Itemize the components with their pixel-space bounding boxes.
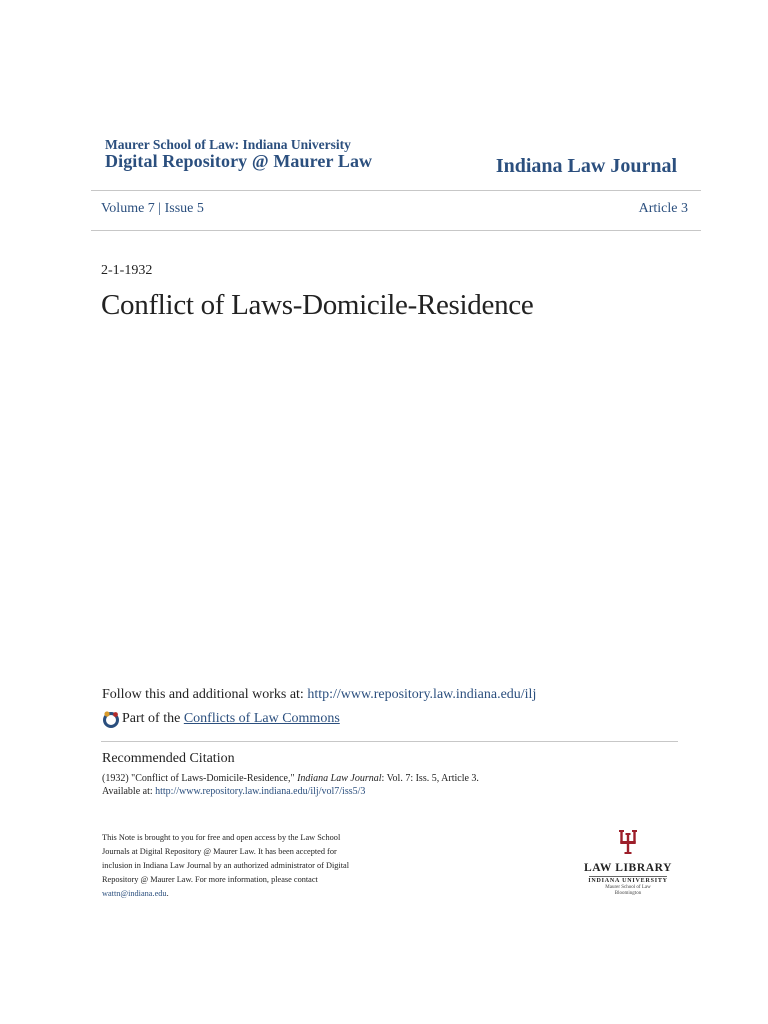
logo-school-line-1: Maurer School of Law xyxy=(605,885,651,890)
header-divider-bottom xyxy=(91,230,701,231)
institution-name: Maurer School of Law: Indiana University xyxy=(105,137,351,152)
logo-school xyxy=(581,885,675,897)
citation-suffix: : Vol. 7: Iss. 5, Article 3. xyxy=(381,773,479,784)
article-title: Conflict of Laws-Domicile-Residence xyxy=(101,289,534,321)
notice-line-1: This Note is brought to you for free and open access by the Law School xyxy=(102,833,341,842)
law-library-logo xyxy=(581,830,675,904)
access-notice xyxy=(102,831,402,901)
available-url-link[interactable]: http://www.repository.law.indiana.edu/ilj/vol7/iss5/3 xyxy=(155,786,366,797)
logo-university: INDIANA UNIVERSITY xyxy=(588,878,668,884)
volume-issue-link[interactable]: Volume 7 | Issue 5 xyxy=(101,201,204,216)
repository-name[interactable]: Digital Repository @ Maurer Law xyxy=(105,151,373,171)
part-of-line xyxy=(102,710,340,728)
logo-school-line-2: Bloomington xyxy=(614,891,642,896)
citation-journal: Indiana Law Journal xyxy=(297,773,382,784)
logo-divider xyxy=(589,876,667,877)
logo-title: LAW LIBRARY xyxy=(583,862,673,874)
article-number-link[interactable]: Article 3 xyxy=(638,201,688,216)
available-prefix: Available at: xyxy=(102,786,156,797)
notice-line-3: inclusion in Indiana Law Journal by an authorized administrator of Digital xyxy=(102,861,349,870)
journal-name[interactable]: Indiana Law Journal xyxy=(495,155,677,177)
notice-line-4: Repository @ Maurer Law. For more information, please contact xyxy=(102,875,318,884)
citation-divider xyxy=(101,741,678,742)
citation-heading: Recommended Citation xyxy=(102,751,235,766)
header-divider-top xyxy=(91,190,701,191)
follow-line xyxy=(102,687,536,703)
notice-line-2: Journals at Digital Repository @ Maurer Law. It has been accepted for xyxy=(102,847,337,856)
iu-trident-icon xyxy=(619,830,637,854)
follow-prefix: Follow this and additional works at: xyxy=(102,687,308,702)
part-of-prefix: Part of the xyxy=(122,711,181,726)
email-suffix: . xyxy=(166,889,169,898)
commons-link[interactable]: Conflicts of Law Commons xyxy=(183,711,340,726)
network-icon xyxy=(102,710,120,728)
contact-email-link[interactable]: wattn@indiana.edu xyxy=(102,889,167,898)
citation-text xyxy=(102,772,479,798)
citation-prefix: (1932) "Conflict of Laws-Domicile-Residence," xyxy=(102,773,298,784)
follow-url-link[interactable]: http://www.repository.law.indiana.edu/ilj xyxy=(307,687,537,702)
publication-date: 2-1-1932 xyxy=(101,263,153,278)
